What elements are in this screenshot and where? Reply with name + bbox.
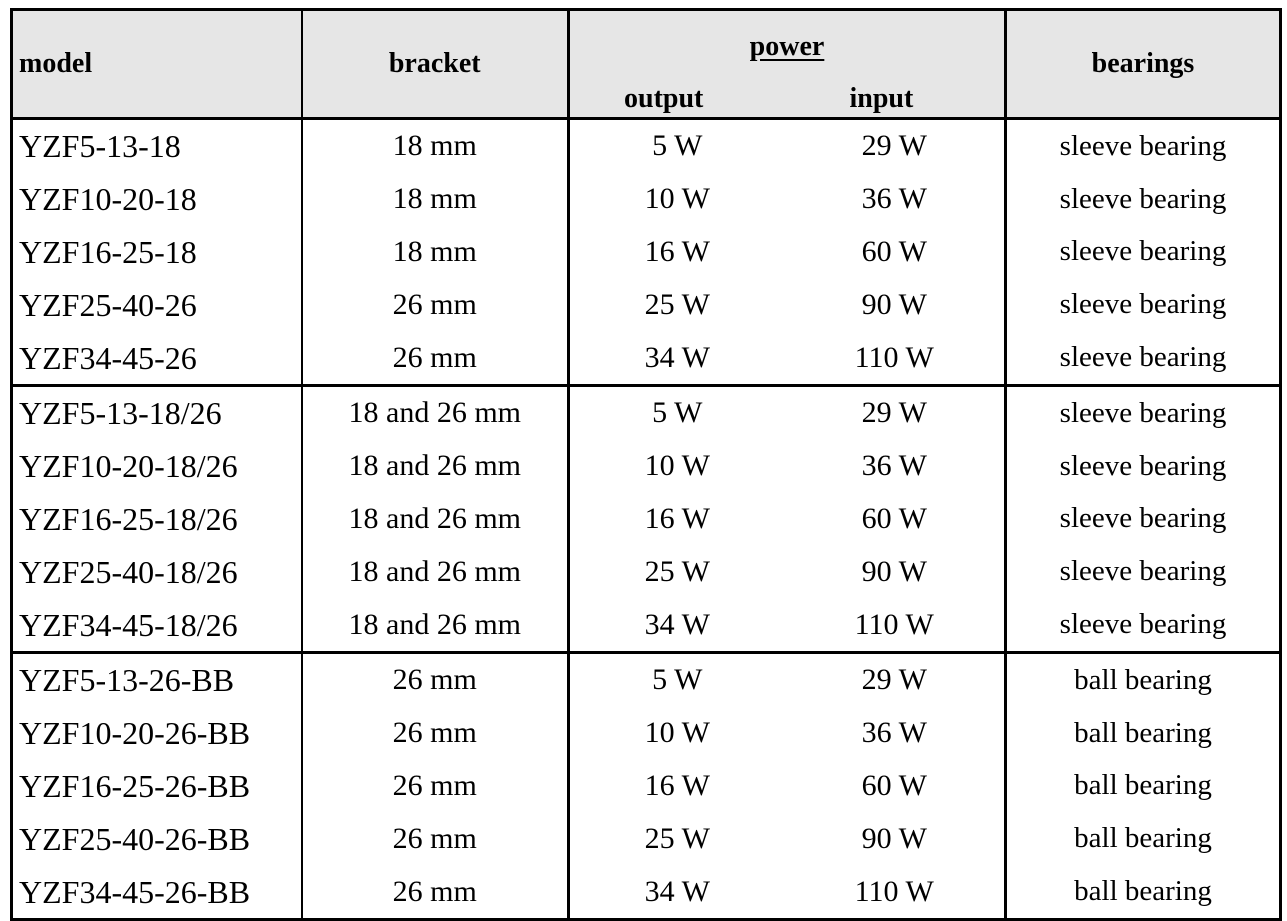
row-spacer xyxy=(1281,865,1287,919)
cell-output: 25 W xyxy=(569,545,785,598)
cell-bracket: 18 and 26 mm xyxy=(302,493,569,546)
row-spacer xyxy=(1281,652,1287,706)
cell-input: 60 W xyxy=(785,493,1006,546)
cell-output: 5 W xyxy=(569,385,785,439)
spec-table xyxy=(10,8,1287,921)
cell-model: YZF5-13-18/26 xyxy=(12,385,302,439)
cell-input: 60 W xyxy=(785,226,1006,279)
table-row xyxy=(12,119,1287,173)
row-spacer xyxy=(1281,385,1287,439)
table-header xyxy=(12,10,1287,119)
table-group xyxy=(12,385,1287,652)
cell-bearing: ball bearing xyxy=(1006,760,1281,813)
header-bracket: bracket xyxy=(302,10,569,119)
cell-input: 110 W xyxy=(785,331,1006,385)
cell-input: 36 W xyxy=(785,440,1006,493)
cell-bracket: 18 and 26 mm xyxy=(302,598,569,652)
header-input: input xyxy=(785,65,1006,119)
cell-output: 5 W xyxy=(569,119,785,173)
cell-model: YZF25-40-26 xyxy=(12,278,302,331)
cell-input: 110 W xyxy=(785,865,1006,919)
cell-output: 10 W xyxy=(569,440,785,493)
cell-input: 90 W xyxy=(785,545,1006,598)
cell-bracket: 26 mm xyxy=(302,707,569,760)
cell-model: YZF16-25-18 xyxy=(12,226,302,279)
table-row xyxy=(12,331,1287,385)
table-row xyxy=(12,598,1287,652)
cell-output: 34 W xyxy=(569,865,785,919)
cell-bearing: sleeve bearing xyxy=(1006,226,1281,279)
row-spacer xyxy=(1281,331,1287,385)
row-spacer xyxy=(1281,545,1287,598)
cell-model: YZF10-20-18 xyxy=(12,173,302,226)
row-spacer xyxy=(1281,598,1287,652)
table-row xyxy=(12,385,1287,439)
cell-output: 34 W xyxy=(569,598,785,652)
row-spacer xyxy=(1281,226,1287,279)
cell-input: 29 W xyxy=(785,652,1006,706)
cell-bearing: ball bearing xyxy=(1006,707,1281,760)
cell-bracket: 26 mm xyxy=(302,652,569,706)
cell-bearing: ball bearing xyxy=(1006,652,1281,706)
table-row xyxy=(12,278,1287,331)
row-spacer xyxy=(1281,119,1287,173)
cell-bearing: sleeve bearing xyxy=(1006,493,1281,546)
cell-output: 16 W xyxy=(569,226,785,279)
cell-model: YZF5-13-26-BB xyxy=(12,652,302,706)
cell-input: 36 W xyxy=(785,707,1006,760)
cell-output: 25 W xyxy=(569,278,785,331)
header-power xyxy=(569,10,1006,66)
cell-bracket: 18 and 26 mm xyxy=(302,440,569,493)
row-spacer xyxy=(1281,812,1287,865)
cell-input: 36 W xyxy=(785,173,1006,226)
row-spacer xyxy=(1281,707,1287,760)
cell-bracket: 26 mm xyxy=(302,331,569,385)
cell-model: YZF34-45-18/26 xyxy=(12,598,302,652)
cell-bracket: 18 mm xyxy=(302,226,569,279)
cell-bearing: ball bearing xyxy=(1006,812,1281,865)
table-row xyxy=(12,440,1287,493)
cell-bearing: sleeve bearing xyxy=(1006,278,1281,331)
cell-bearing: sleeve bearing xyxy=(1006,440,1281,493)
cell-model: YZF34-45-26 xyxy=(12,331,302,385)
cell-model: YZF25-40-18/26 xyxy=(12,545,302,598)
cell-bracket: 26 mm xyxy=(302,278,569,331)
cell-bearing: sleeve bearing xyxy=(1006,598,1281,652)
cell-input: 90 W xyxy=(785,278,1006,331)
header-spacer xyxy=(1281,10,1287,119)
cell-input: 110 W xyxy=(785,598,1006,652)
table-group xyxy=(12,652,1287,919)
cell-output: 34 W xyxy=(569,331,785,385)
cell-bracket: 18 and 26 mm xyxy=(302,545,569,598)
cell-bearing: sleeve bearing xyxy=(1006,119,1281,173)
cell-bracket: 18 and 26 mm xyxy=(302,385,569,439)
cell-model: YZF16-25-26-BB xyxy=(12,760,302,813)
header-model: model xyxy=(12,10,302,119)
cell-model: YZF25-40-26-BB xyxy=(12,812,302,865)
table-row xyxy=(12,652,1287,706)
cell-bracket: 26 mm xyxy=(302,865,569,919)
cell-output: 10 W xyxy=(569,173,785,226)
row-spacer xyxy=(1281,278,1287,331)
cell-model: YZF5-13-18 xyxy=(12,119,302,173)
cell-output: 10 W xyxy=(569,707,785,760)
cell-model: YZF34-45-26-BB xyxy=(12,865,302,919)
cell-bracket: 26 mm xyxy=(302,812,569,865)
row-spacer xyxy=(1281,493,1287,546)
cell-output: 16 W xyxy=(569,760,785,813)
cell-bearing: sleeve bearing xyxy=(1006,545,1281,598)
cell-output: 5 W xyxy=(569,652,785,706)
header-bearings: bearings xyxy=(1006,10,1281,119)
cell-model: YZF10-20-18/26 xyxy=(12,440,302,493)
cell-bearing: sleeve bearing xyxy=(1006,173,1281,226)
cell-model: YZF10-20-26-BB xyxy=(12,707,302,760)
table-row xyxy=(12,707,1287,760)
table-row xyxy=(12,865,1287,919)
row-spacer xyxy=(1281,173,1287,226)
cell-input: 90 W xyxy=(785,812,1006,865)
table-row xyxy=(12,173,1287,226)
cell-bracket: 18 mm xyxy=(302,173,569,226)
row-spacer xyxy=(1281,440,1287,493)
cell-input: 29 W xyxy=(785,119,1006,173)
table-row xyxy=(12,226,1287,279)
cell-input: 29 W xyxy=(785,385,1006,439)
cell-input: 60 W xyxy=(785,760,1006,813)
cell-bearing: sleeve bearing xyxy=(1006,385,1281,439)
table-row xyxy=(12,812,1287,865)
spec-table-container xyxy=(10,8,1287,921)
cell-bracket: 26 mm xyxy=(302,760,569,813)
cell-output: 25 W xyxy=(569,812,785,865)
cell-bracket: 18 mm xyxy=(302,119,569,173)
table-row xyxy=(12,493,1287,546)
cell-model: YZF16-25-18/26 xyxy=(12,493,302,546)
cell-output: 16 W xyxy=(569,493,785,546)
row-spacer xyxy=(1281,760,1287,813)
table-row xyxy=(12,545,1287,598)
cell-bearing: ball bearing xyxy=(1006,865,1281,919)
cell-bearing: sleeve bearing xyxy=(1006,331,1281,385)
table-group xyxy=(12,119,1287,386)
header-power-label: power xyxy=(750,31,825,62)
header-output: output xyxy=(569,65,785,119)
table-row xyxy=(12,760,1287,813)
